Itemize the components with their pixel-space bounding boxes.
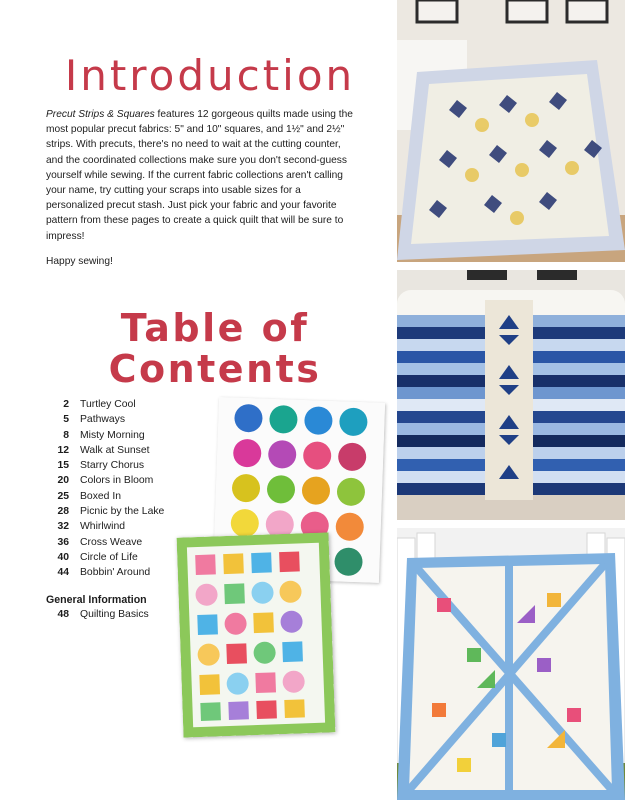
toc-entry[interactable] [46, 491, 164, 506]
toc-entry-general[interactable] [46, 609, 149, 620]
toc-entry-title: Turtley Cool [80, 399, 136, 410]
toc-entry-title: Quilting Basics [80, 609, 149, 620]
photo-star-quilt [397, 0, 625, 262]
photo-fence-quilt [397, 528, 625, 800]
toc-entry[interactable] [46, 537, 164, 552]
toc-page: 28 [57, 506, 69, 518]
toc-page: 20 [57, 475, 69, 487]
toc-page: 32 [57, 521, 69, 533]
toc-entry-title: Colors in Bloom [80, 475, 154, 487]
toc-entry[interactable] [46, 506, 164, 521]
toc-entry-title: Starry Chorus [80, 460, 145, 472]
closing-line: Happy sewing! [46, 256, 113, 267]
toc-entry-title: Walk at Sunset [80, 444, 150, 456]
toc-page: 40 [57, 551, 69, 563]
toc-entry[interactable] [46, 475, 164, 490]
green-quilt-graphic [177, 532, 336, 737]
toc-list [46, 399, 164, 583]
toc-entry[interactable] [46, 552, 164, 567]
toc-entry-title: Pathways [80, 414, 126, 426]
photo-strip-quilt [397, 270, 625, 520]
general-info-heading: General Information [46, 594, 147, 606]
toc-page: 25 [57, 490, 69, 502]
toc-entry-title: Circle of Life [80, 551, 138, 563]
toc-page: 48 [57, 609, 69, 620]
toc-entry-title: Picnic by the Lake [80, 506, 165, 518]
toc-entry-title: Misty Morning [80, 429, 145, 441]
toc-page: 5 [63, 414, 69, 426]
toc-entry[interactable] [46, 567, 164, 582]
toc-title-line2: Contents [108, 347, 322, 391]
intro-text: features 12 gorgeous quilts made using the most popular precut fabrics: 5" and 10" squares, and 1½" and 2½" strips. With precuts, there's no need to wait at the cutting counter, and the coordinated collections make sure you don't second-guess yourself while sewing. If the current fabric collections aren't calling your name, try cutting your scraps into usable sizes for a personalized precut stash. Just pick your fabric and your favorite pattern from these pages to create a quick quilt that will be sure to impress! [46, 109, 353, 242]
toc-entry-title: Cross Weave [80, 536, 143, 548]
toc-entry-title: Whirlwind [80, 521, 126, 533]
toc-entry[interactable] [46, 399, 164, 414]
intro-title: Introduction [64, 51, 356, 100]
toc-title-line1: Table of [120, 306, 310, 350]
toc-entry[interactable] [46, 521, 164, 536]
toc-page: 44 [57, 567, 69, 579]
toc-entry[interactable] [46, 414, 164, 429]
intro-paragraph [46, 107, 356, 244]
toc-page: 15 [57, 460, 69, 472]
toc-page: 8 [63, 429, 69, 441]
toc-page: 12 [57, 444, 69, 456]
book-title: Precut Strips & Squares [46, 109, 155, 120]
toc-entry[interactable] [46, 430, 164, 445]
toc-page: 36 [57, 536, 69, 548]
toc-entry-title: Bobbin' Around [80, 567, 151, 579]
toc-entry-title: Boxed In [80, 490, 122, 502]
toc-title [95, 308, 335, 390]
toc-entry[interactable] [46, 460, 164, 475]
toc-entry[interactable] [46, 445, 164, 460]
toc-page: 2 [63, 399, 69, 410]
